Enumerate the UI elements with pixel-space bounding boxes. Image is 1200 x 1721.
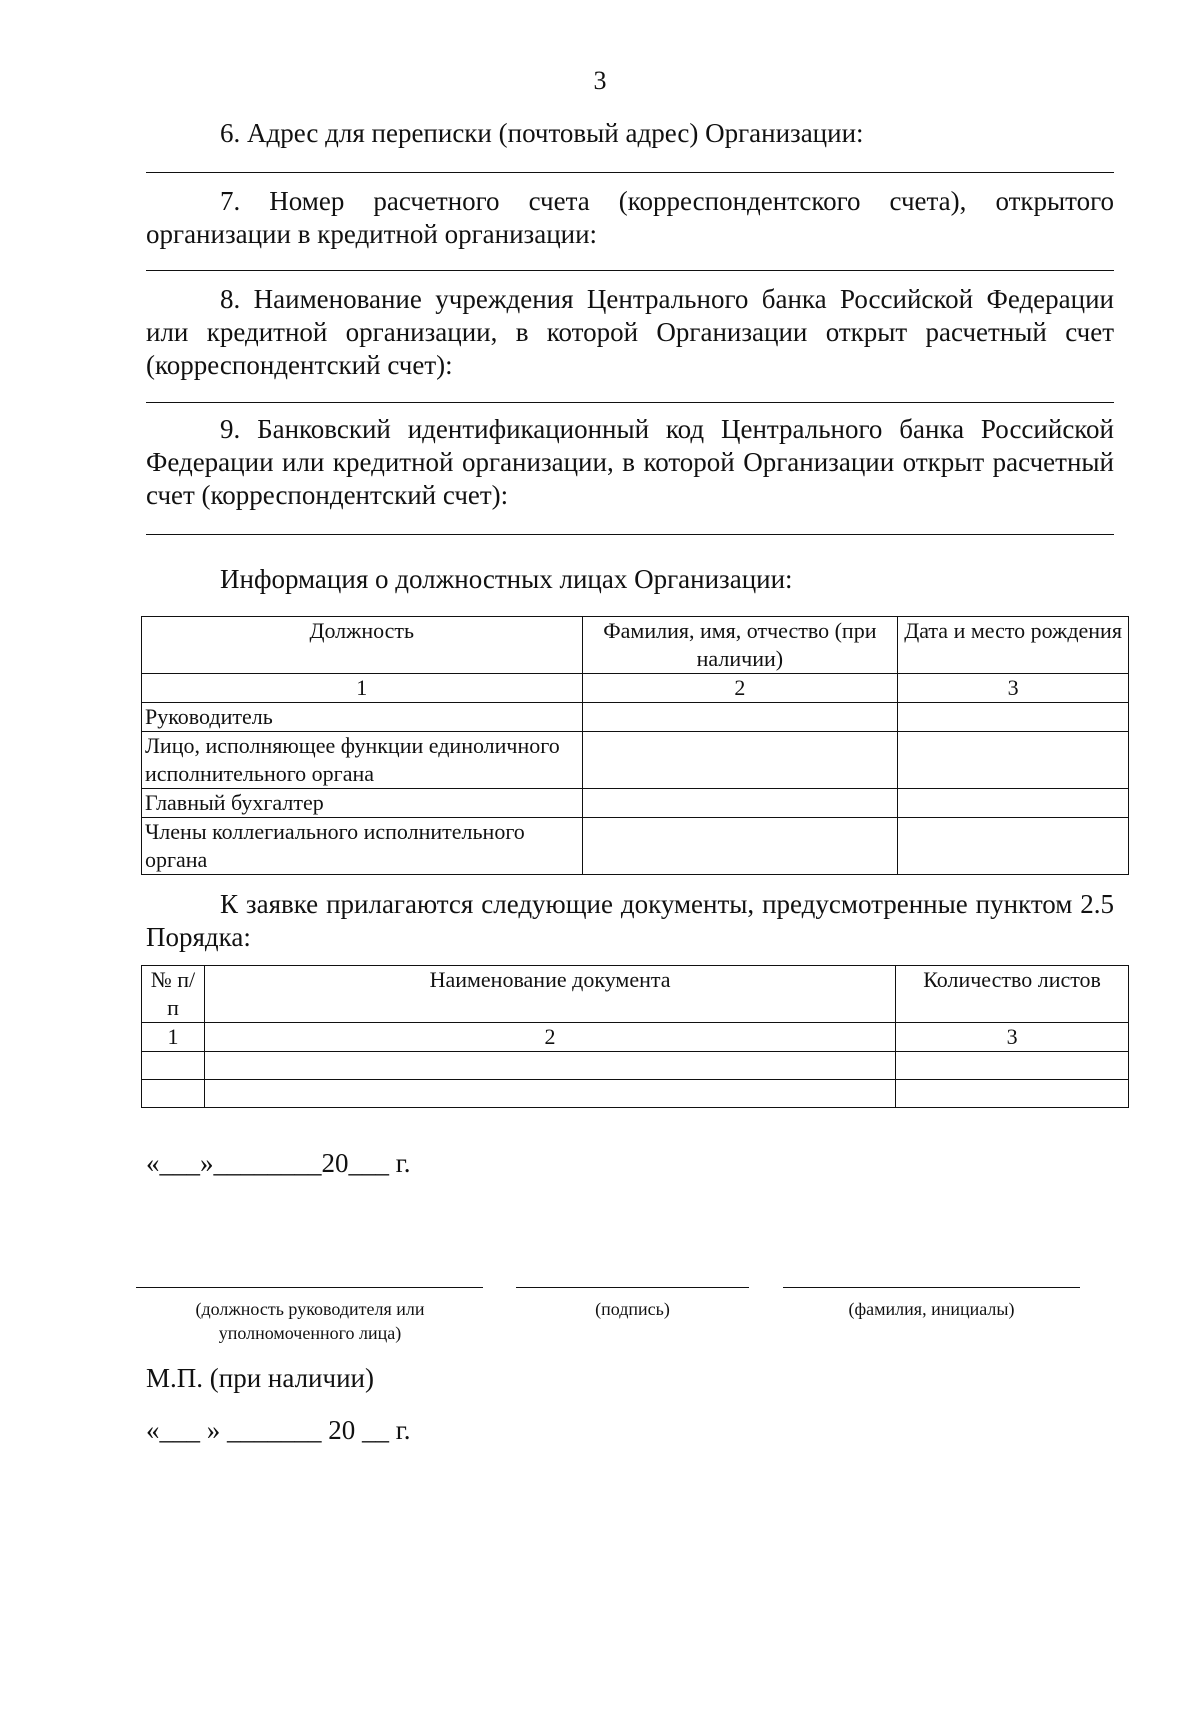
item-9-fill-line [146, 534, 1114, 535]
attachments-number-row [142, 1023, 1129, 1052]
attachments-header-document: Наименование документа [204, 966, 895, 1023]
date-line-1: «___»________20___ г. [146, 1148, 411, 1178]
item-7-text: 7. Номер расчетного счета (корреспондентского счета), открытого организации в кредитной организации: [146, 186, 1114, 249]
officials-col-number: 3 [898, 674, 1129, 703]
attachments-header-sheets: Количество листов [896, 966, 1129, 1023]
officials-birth-cell [898, 732, 1129, 789]
item-6-paragraph [146, 117, 1114, 150]
officials-number-row [142, 674, 1129, 703]
table-row [142, 732, 1129, 789]
signature-line [516, 1287, 749, 1288]
attachments-intro [146, 888, 1114, 954]
signature-caption: (подпись) [595, 1299, 670, 1319]
officials-heading [146, 563, 1114, 596]
item-6-fill-line [146, 172, 1114, 173]
item-9-paragraph [146, 413, 1114, 512]
officials-header-row [142, 617, 1129, 674]
attachments-cell [204, 1080, 895, 1108]
officials-heading-text: Информация о должностных лицах Организации: [220, 564, 793, 594]
item-7-fill-line [146, 270, 1114, 271]
officials-header-birth: Дата и место рождения [898, 617, 1129, 674]
attachments-intro-text: К заявке прилагаются следующие документы, предусмотренные пунктом 2.5 Порядка: [146, 889, 1114, 952]
officials-col-number: 2 [582, 674, 898, 703]
attachments-cell [204, 1052, 895, 1080]
officials-birth-cell [898, 789, 1129, 818]
item-9-text: 9. Банковский идентификационный код Центрального банка Российской Федерации или кредитной организации, в которой Организации открыт расчетный счет (корреспондентский счет): [146, 414, 1114, 510]
officials-row-label: Члены коллегиального исполнительного органа [142, 818, 583, 875]
officials-col-number: 1 [142, 674, 583, 703]
officials-header-fullname: Фамилия, имя, отчество (при наличии) [582, 617, 898, 674]
attachments-col-number: 1 [142, 1023, 205, 1052]
name-caption: (фамилия, инициалы) [848, 1299, 1015, 1319]
attachments-header-row [142, 966, 1129, 1023]
officials-fullname-cell [582, 818, 898, 875]
attachments-cell [896, 1052, 1129, 1080]
position-signature-line [136, 1287, 483, 1288]
attachments-header-number: № п/п [142, 966, 205, 1023]
officials-table [141, 616, 1129, 875]
page-number: 3 [593, 66, 607, 95]
position-caption: (должность руководителя или уполномоченного лица) [195, 1299, 425, 1343]
officials-birth-cell [898, 818, 1129, 875]
item-6-text: 6. Адрес для переписки (почтовый адрес) Организации: [220, 118, 864, 148]
table-row [142, 1080, 1129, 1108]
item-8-paragraph [146, 283, 1114, 382]
table-row [142, 1052, 1129, 1080]
attachments-cell [142, 1080, 205, 1108]
officials-row-label: Главный бухгалтер [142, 789, 583, 818]
officials-birth-cell [898, 703, 1129, 732]
officials-fullname-cell [582, 732, 898, 789]
officials-fullname-cell [582, 789, 898, 818]
officials-row-label: Руководитель [142, 703, 583, 732]
stamp-label: М.П. (при наличии) [146, 1363, 374, 1393]
officials-fullname-cell [582, 703, 898, 732]
item-8-text: 8. Наименование учреждения Центрального банка Российской Федерации или кредитной организации, в которой Организации открыт расчетный счет (корреспондентский счет): [146, 284, 1114, 380]
officials-header-position: Должность [142, 617, 583, 674]
table-row [142, 818, 1129, 875]
table-row [142, 703, 1129, 732]
table-row [142, 789, 1129, 818]
attachments-col-number: 3 [896, 1023, 1129, 1052]
name-signature-line [783, 1287, 1080, 1288]
attachments-col-number: 2 [204, 1023, 895, 1052]
attachments-cell [142, 1052, 205, 1080]
attachments-cell [896, 1080, 1129, 1108]
attachments-table [141, 965, 1129, 1108]
item-7-paragraph [146, 185, 1114, 251]
item-8-fill-line [146, 402, 1114, 403]
officials-row-label: Лицо, исполняющее функции единоличного исполнительного органа [142, 732, 583, 789]
date-line-2: «___ » _______ 20 __ г. [146, 1415, 411, 1445]
